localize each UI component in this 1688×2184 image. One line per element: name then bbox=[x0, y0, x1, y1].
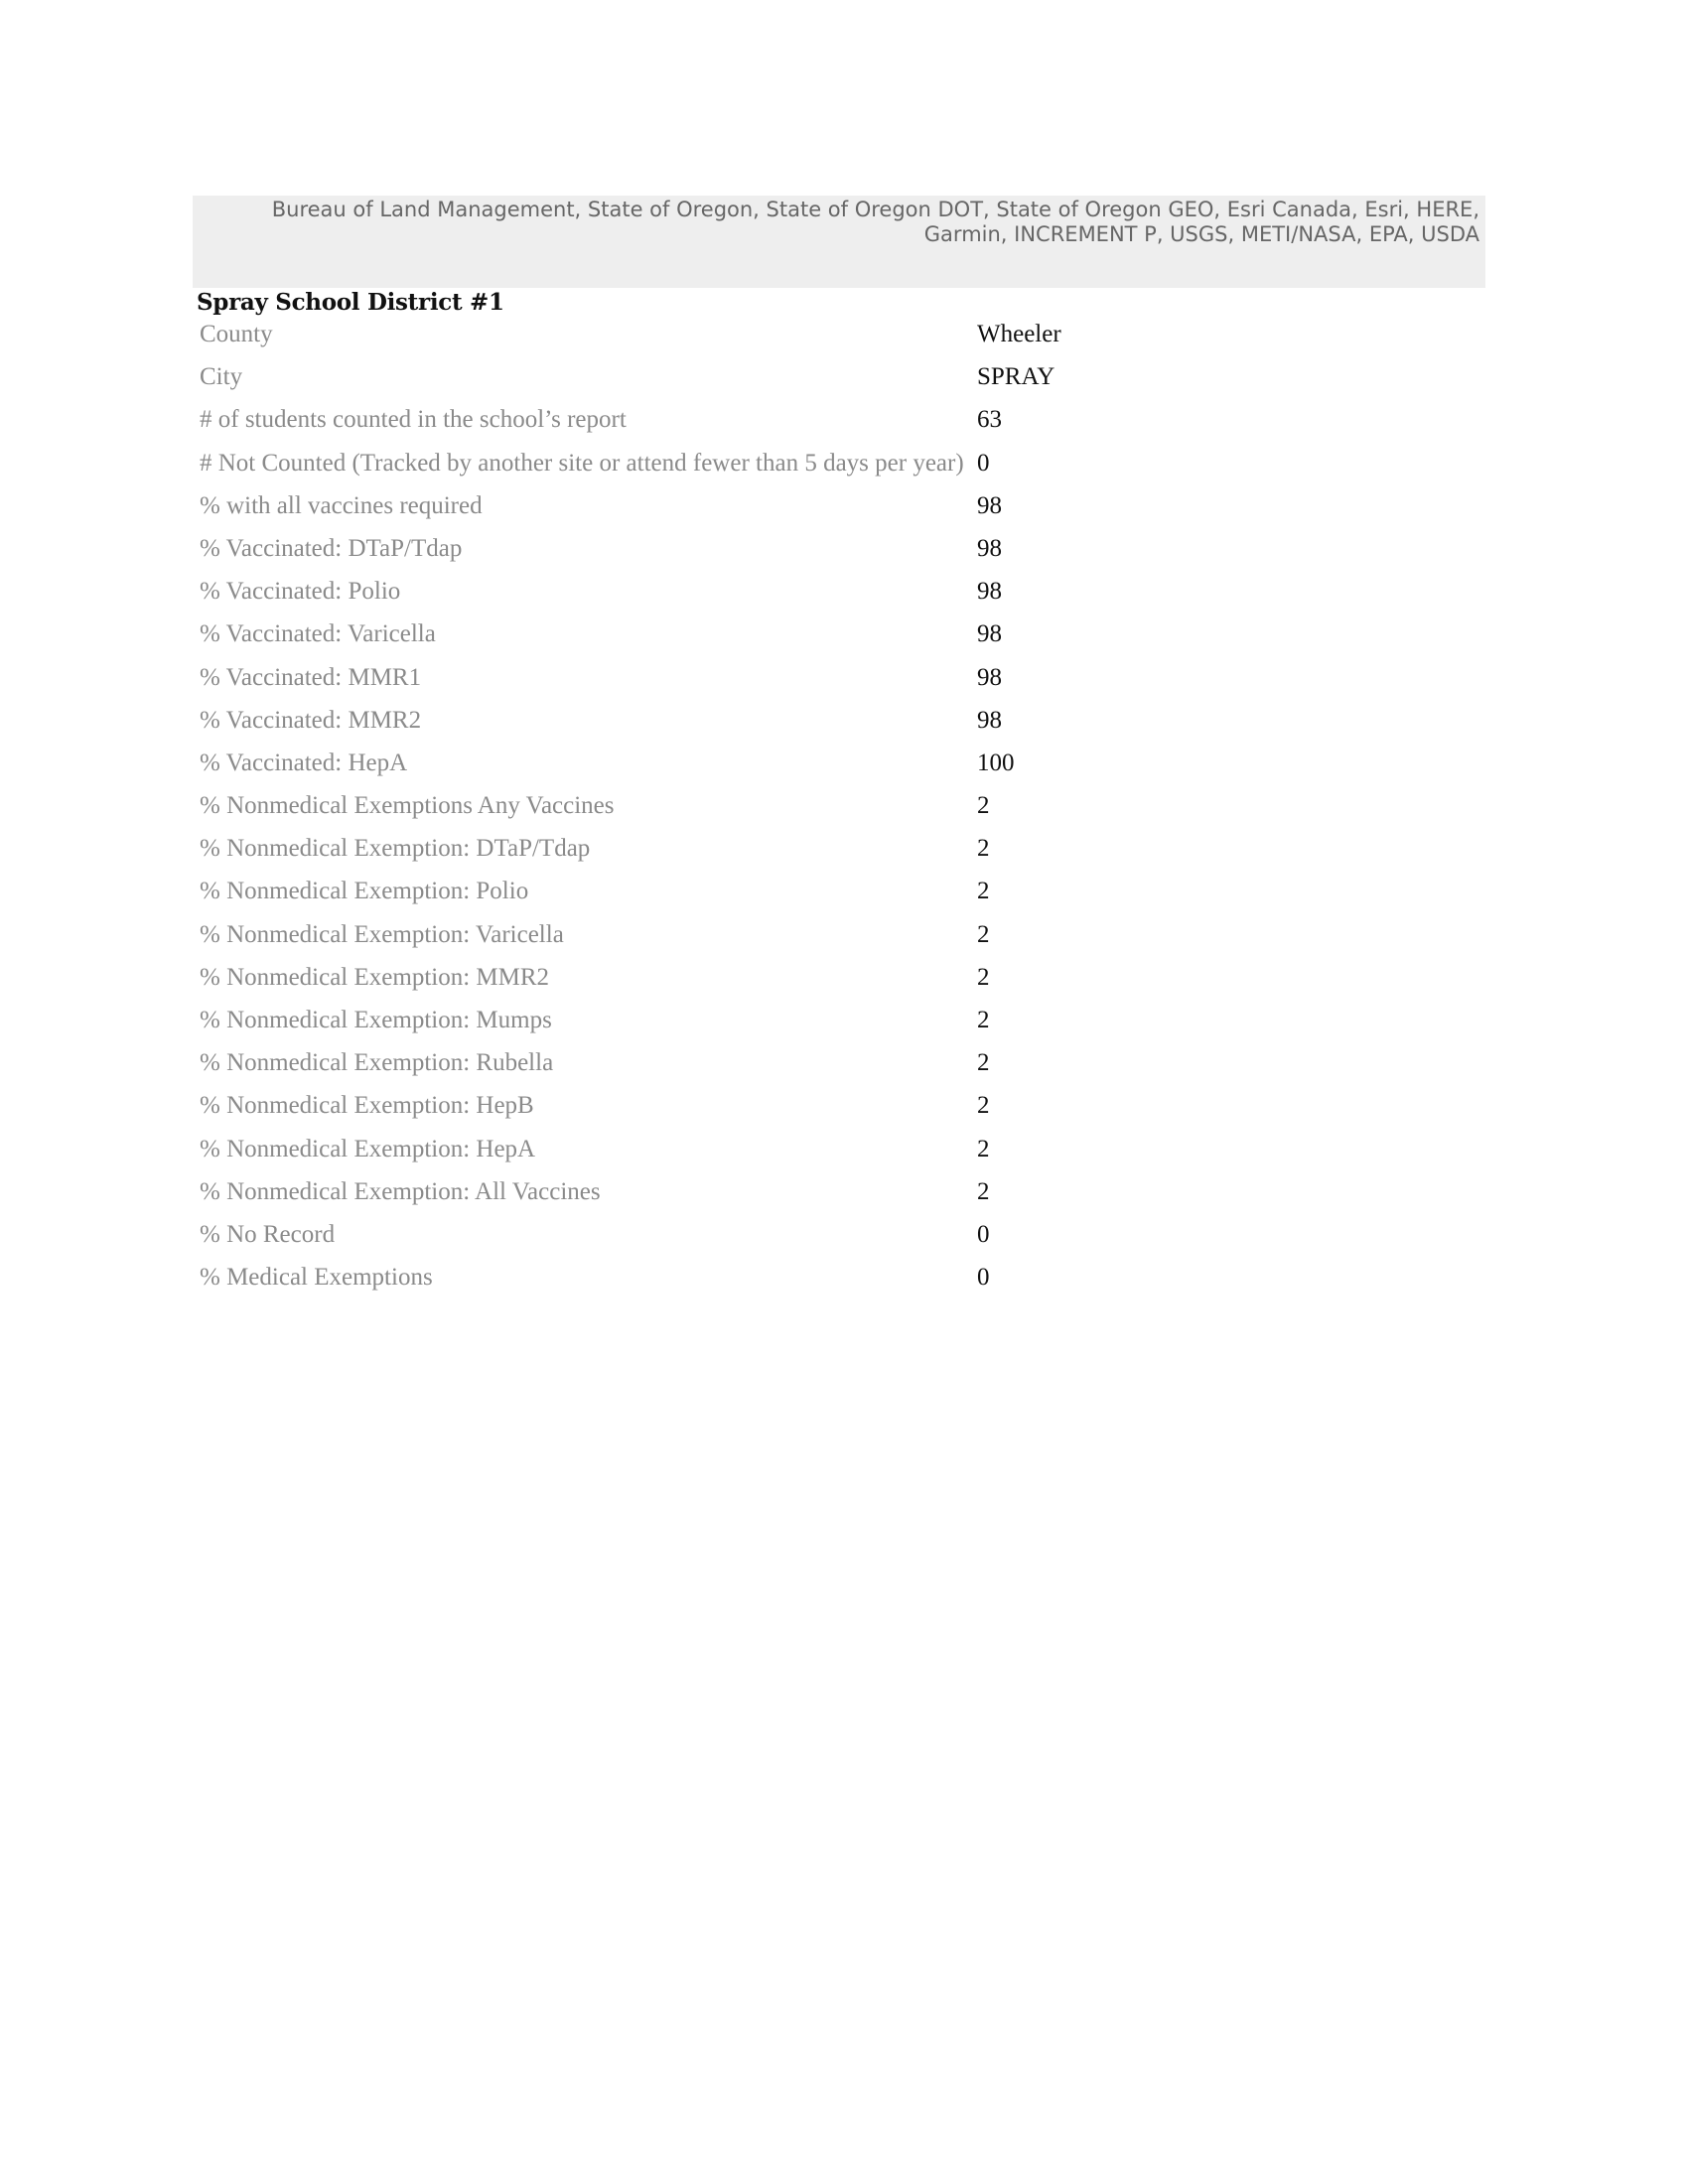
table-row bbox=[200, 447, 1292, 489]
attribute-label: % Nonmedical Exemption: HepA bbox=[200, 1135, 536, 1162]
attribute-value: 2 bbox=[977, 963, 990, 991]
attribute-label: % Nonmedical Exemption: Rubella bbox=[200, 1049, 554, 1077]
attribute-value: 63 bbox=[977, 406, 1002, 434]
table-row bbox=[200, 489, 1292, 532]
table-row bbox=[200, 1004, 1292, 1046]
attribute-label: % Vaccinated: Polio bbox=[200, 578, 401, 606]
attribute-value: 100 bbox=[977, 749, 1015, 776]
attribute-label: % Vaccinated: MMR2 bbox=[200, 706, 422, 734]
table-row bbox=[200, 747, 1292, 789]
attribute-value: 0 bbox=[977, 1264, 990, 1292]
attribute-value: 2 bbox=[977, 1007, 990, 1033]
attribution-line-2: Garmin, INCREMENT P, USGS, METI/NASA, EPA, USDA bbox=[923, 222, 1479, 246]
attribute-label: % No Record bbox=[200, 1220, 336, 1248]
table-row bbox=[200, 1175, 1292, 1218]
table-row bbox=[200, 318, 1292, 360]
table-row bbox=[200, 1133, 1292, 1175]
table-row bbox=[200, 575, 1292, 617]
attribute-label: % Nonmedical Exemption: HepB bbox=[200, 1092, 534, 1120]
attribute-value: 2 bbox=[977, 1049, 990, 1077]
attribute-value: 2 bbox=[977, 1135, 990, 1162]
attribute-label: % Nonmedical Exemption: Mumps bbox=[200, 1007, 552, 1033]
district-title: Spray School District #1 bbox=[197, 289, 504, 316]
attribute-label: % Nonmedical Exemption: DTaP/Tdap bbox=[200, 835, 591, 863]
table-row bbox=[200, 1089, 1292, 1132]
attribute-label: % Vaccinated: HepA bbox=[200, 749, 408, 776]
table-row bbox=[200, 617, 1292, 660]
attribute-label: City bbox=[200, 363, 243, 391]
map-attribution bbox=[248, 198, 1479, 247]
table-row bbox=[200, 1218, 1292, 1261]
attribute-value: 2 bbox=[977, 1092, 990, 1120]
attribute-label: % Nonmedical Exemption: Polio bbox=[200, 878, 529, 905]
table-row bbox=[200, 704, 1292, 747]
attribute-value: 2 bbox=[977, 835, 990, 863]
table-row bbox=[200, 918, 1292, 961]
table-row bbox=[200, 532, 1292, 575]
attribute-value: 2 bbox=[977, 920, 990, 948]
attribute-label: % Nonmedical Exemption: Varicella bbox=[200, 920, 564, 948]
table-row bbox=[200, 403, 1292, 446]
attribute-value: 2 bbox=[977, 878, 990, 905]
table-row bbox=[200, 1046, 1292, 1089]
attribute-label: % Vaccinated: Varicella bbox=[200, 620, 436, 648]
attribute-label: % Nonmedical Exemptions Any Vaccines bbox=[200, 792, 615, 820]
attribute-value: 98 bbox=[977, 491, 1002, 519]
attribute-label: County bbox=[200, 321, 273, 347]
table-row bbox=[200, 789, 1292, 832]
attribute-value: 0 bbox=[977, 449, 990, 477]
table-row bbox=[200, 360, 1292, 403]
map-attribution-bar bbox=[193, 196, 1485, 288]
attribute-value: 98 bbox=[977, 620, 1002, 648]
attribute-label: % with all vaccines required bbox=[200, 491, 483, 519]
table-row bbox=[200, 661, 1292, 704]
attribute-label: % Vaccinated: MMR1 bbox=[200, 663, 422, 691]
attribute-value: Wheeler bbox=[977, 321, 1061, 347]
attribute-value: 98 bbox=[977, 578, 1002, 606]
attribute-value: 0 bbox=[977, 1220, 990, 1248]
attribute-label: % Nonmedical Exemption: MMR2 bbox=[200, 963, 550, 991]
attribute-label: % Vaccinated: DTaP/Tdap bbox=[200, 534, 463, 562]
attribute-label: % Nonmedical Exemption: All Vaccines bbox=[200, 1177, 601, 1205]
table-row bbox=[200, 1261, 1292, 1303]
attribute-value: 98 bbox=[977, 706, 1002, 734]
attribute-table bbox=[200, 318, 1292, 1303]
attribution-line-1: Bureau of Land Management, State of Oregon, State of Oregon DOT, State of Oregon GEO, Esri Canada, Esri, HERE, bbox=[271, 198, 1479, 221]
attribute-value: 98 bbox=[977, 663, 1002, 691]
attribute-value: 2 bbox=[977, 1177, 990, 1205]
attribute-value: 98 bbox=[977, 534, 1002, 562]
table-row bbox=[200, 875, 1292, 917]
table-row bbox=[200, 961, 1292, 1004]
attribute-label: # Not Counted (Tracked by another site or attend fewer than 5 days per year) bbox=[200, 449, 964, 477]
table-row bbox=[200, 832, 1292, 875]
attribute-value: SPRAY bbox=[977, 363, 1055, 391]
attribute-value: 2 bbox=[977, 792, 990, 820]
attribute-label: % Medical Exemptions bbox=[200, 1264, 433, 1292]
attribute-label: # of students counted in the school’s report bbox=[200, 406, 627, 434]
